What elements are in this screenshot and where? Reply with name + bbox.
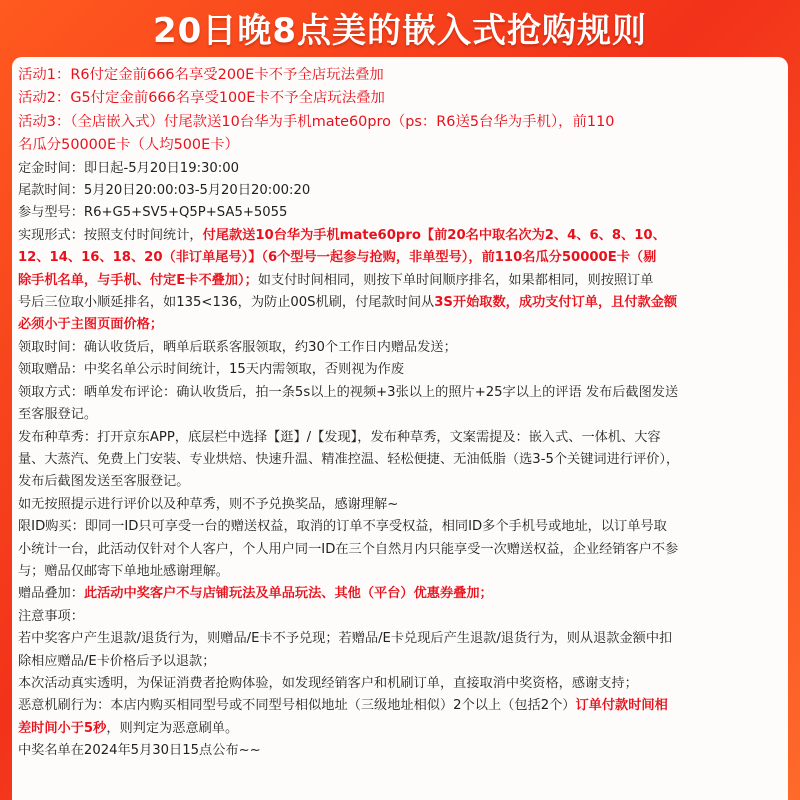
highlight-text: 付尾款送10台华为手机mate60pro【前20名中取名次为2、4、6、8、10、: [202, 227, 666, 243]
header-banner: [0, 0, 800, 54]
rule-text: 与；赠品仅邮寄下单地址感谢理解。: [18, 563, 229, 579]
rule-text: 若中奖客户产生退款/退货行为，则赠品/E卡不予兑现；若赠品/E卡兑现后产生退款/退货行为，则从退款金额中扣: [18, 631, 673, 647]
rule-line: [18, 606, 782, 628]
rule-text: 注意事项：: [18, 608, 84, 624]
rule-text: 领取时间：确认收货后，晒单后联系客服领取，约30个工作日内赠品发送；: [18, 339, 457, 355]
rule-text: 恶意机刷行为：本店内购买相同型号或不同型号相似地址（三级地址相似）2个以上（包括2个）: [18, 698, 576, 714]
rule-line: [18, 158, 782, 180]
rule-line: [18, 404, 782, 426]
rule-text: 限ID购买：即同一ID只可享受一台的赠送权益，取消的订单不享受权益，相同ID多个手机号或地址，以订单号取: [18, 519, 667, 535]
rule-line: [18, 202, 782, 224]
rule-text: 除相应赠品/E卡价格后予以退款；: [18, 653, 216, 669]
rule-text: 如无按照提示进行评价以及种草秀，则不予兑换奖品，感谢理解~: [18, 496, 399, 512]
rule-line: [18, 382, 782, 404]
rule-line: [18, 561, 782, 583]
rule-text: 赠品叠加：: [18, 586, 84, 602]
rule-line: [18, 292, 782, 314]
rule-line: [18, 628, 782, 650]
rules-panel: [12, 57, 788, 800]
rule-text: 定金时间：即日起-5月20日19:30:00: [18, 160, 240, 176]
rule-text: 参与型号：R6+G5+SV5+Q5P+SA5+5055: [18, 205, 288, 221]
rule-line: [18, 740, 782, 762]
highlight-text: 差时间小于5秒: [18, 720, 107, 736]
rule-text: 发布后截图发送至客服登记。: [18, 474, 190, 490]
rule-text: 小统计一台，此活动仅针对个人客户，个人用户同一ID在三个自然月内只能享受一次赠送权益，企业经销客户不参: [18, 541, 679, 557]
rule-line: [18, 225, 782, 247]
rule-line: [18, 111, 782, 134]
rule-text: 实现形式：按照支付时间统计，: [18, 227, 203, 243]
rule-line: [18, 651, 782, 673]
highlight-text: 必须小于主图页面价格；: [18, 317, 164, 333]
rule-line: [18, 337, 782, 359]
rule-line: [18, 87, 782, 110]
rule-line: [18, 516, 782, 538]
rule-text: 中奖名单在2024年5月30日15点公布~~: [18, 743, 261, 759]
highlight-text: 活动1：R6付定金前666名享受200E卡不予全店玩法叠加: [18, 67, 384, 83]
rule-text: 领取赠品：中奖名单公示时间统计，15天内需领取，否则视为作废: [18, 362, 405, 378]
highlight-text: 名瓜分50000E卡（人均500E卡）: [18, 137, 239, 154]
rule-text: ，则判定为恶意刷单。: [106, 720, 239, 736]
rule-text: 尾款时间：5月20日20:00:03-5月20日20:00:20: [18, 183, 311, 199]
rule-line: [18, 539, 782, 561]
rule-line: [18, 718, 782, 740]
rule-text: 如支付时间相同，则按下单时间顺序排名，如果都相同，则按照订单: [257, 272, 654, 288]
highlight-text: 12、14、16、18、20（非订单尾号）】（6个型号一起参与抢购，非单型号），前110名瓜分50000E卡（剔: [18, 250, 657, 266]
rule-text: 本次活动真实透明，为保证消费者抢购体验，如发现经销客户和机刷订单，直接取消中奖资格，感谢支持；: [18, 675, 638, 691]
highlight-text: 除手机名单，与手机、付定E卡不叠加）；: [18, 272, 258, 288]
rule-line: [18, 359, 782, 381]
highlight-text: 3S开始取数，成功支付订单，且付款金额: [434, 295, 678, 311]
rule-line: [18, 427, 782, 449]
page-title: 20日晚8点美的嵌入式抢购规则: [153, 10, 647, 51]
rule-line: [18, 247, 782, 269]
rule-line: [18, 583, 782, 605]
highlight-text: 活动2：G5付定金前666名享受100E卡不予全店玩法叠加: [18, 90, 385, 107]
rule-line: [18, 471, 782, 493]
rule-text: 至客服登记。: [18, 407, 98, 423]
rule-line: [18, 314, 782, 336]
rule-text: 量、大蒸汽、免费上门安装、专业烘焙、快速升温、精准控温、轻松便捷、无油低脂（选3-5个关键词进行评价），: [18, 451, 680, 467]
rule-line: [18, 695, 782, 717]
rule-text: 发布种草秀：打开京东APP，底层栏中选择【逛】/【发现】，发布种草秀，文案需提及：嵌入式、一体机、大容: [18, 429, 661, 445]
highlight-text: 活动3：（全店嵌入式）付尾款送10台华为手机mate60pro（ps：R6送5台华为手机），前110: [18, 113, 615, 130]
rule-line: [18, 180, 782, 202]
highlight-text: 此活动中奖客户不与店铺玩法及单品玩法、其他（平台）优惠券叠加；: [83, 586, 493, 602]
rule-line: [18, 134, 782, 157]
rule-line: [18, 270, 782, 292]
rule-line: [18, 494, 782, 516]
rule-text: 号后三位取小顺延排名，如135<136，为防止00S机刷，付尾款时间从: [18, 295, 435, 311]
rule-line: [18, 64, 782, 87]
rule-line: [18, 673, 782, 695]
highlight-text: 订单付款时间相: [575, 698, 668, 714]
rule-text: 领取方式：晒单发布评论：确认收货后，拍一条5s以上的视频+3张以上的照片+25字以上的评语 发布后截图发送: [18, 384, 679, 400]
rule-line: [18, 449, 782, 471]
